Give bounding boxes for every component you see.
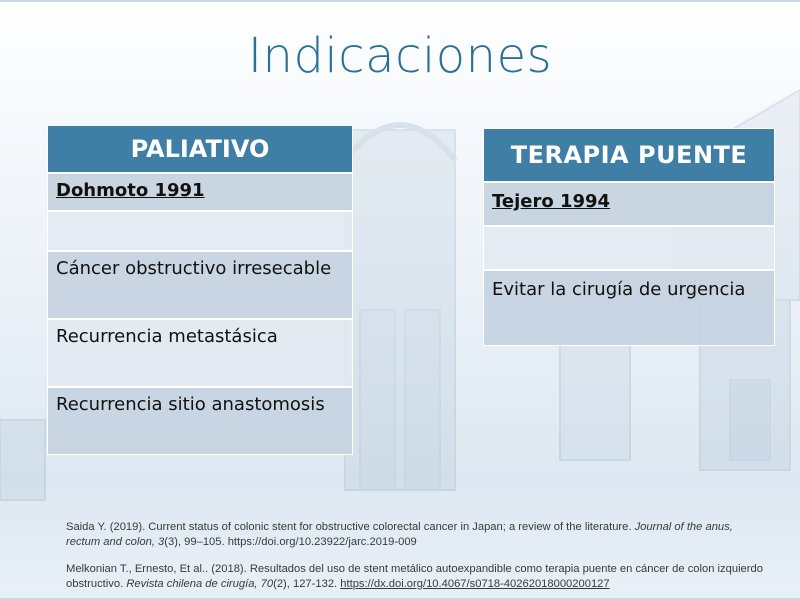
- reference-details: (2), 127-132.: [273, 578, 341, 590]
- terapia-puente-table: [483, 128, 775, 346]
- paliativo-citation: Dohmoto 1991: [56, 180, 205, 201]
- reference-text: Saida Y. (2019). Current status of colonic stent for obstructive colorectal cancer in Japan; a review of the literature.: [66, 521, 635, 533]
- paliativo-indication: Recurrencia metastásica: [56, 326, 278, 347]
- table-row: [47, 211, 353, 251]
- table-row: [47, 387, 353, 455]
- reference-details: (3), 99–105. https://doi.org/10.23922/jarc.2019-009: [164, 536, 417, 548]
- paliativo-table: [47, 125, 353, 455]
- puente-citation: Tejero 1994: [492, 191, 611, 212]
- puente-indication: Evitar la cirugía de urgencia: [492, 279, 746, 300]
- table-row: [47, 251, 353, 319]
- table-row: [483, 270, 775, 346]
- reference-journal: Journal of the anus, rectum and colon, 3: [66, 521, 733, 548]
- slide-title: Indicaciones: [247, 28, 553, 84]
- terapia-puente-header: TERAPIA PUENTE: [483, 128, 775, 182]
- reference-item: [66, 520, 766, 550]
- paliativo-indication: Cáncer obstructivo irresecable: [56, 258, 332, 279]
- table-row: [483, 226, 775, 270]
- reference-item: [66, 562, 766, 592]
- table-row: [47, 173, 353, 211]
- table-row: [47, 319, 353, 387]
- reference-doi-link[interactable]: https://dx.doi.org/10.4067/s0718-40262018000200127: [340, 578, 610, 590]
- reference-text: Melkonian T., Ernesto, Et al.. (2018). Resultados del uso de stent metálico autoexpandible como terapia puente en cáncer de colon izquierdo obstructivo.: [66, 563, 763, 590]
- table-row: [483, 182, 775, 226]
- references: [66, 520, 766, 600]
- reference-journal: Revista chilena de cirugía, 70: [126, 578, 274, 590]
- paliativo-header: PALIATIVO: [47, 125, 353, 173]
- paliativo-indication: Recurrencia sitio anastomosis: [56, 394, 325, 415]
